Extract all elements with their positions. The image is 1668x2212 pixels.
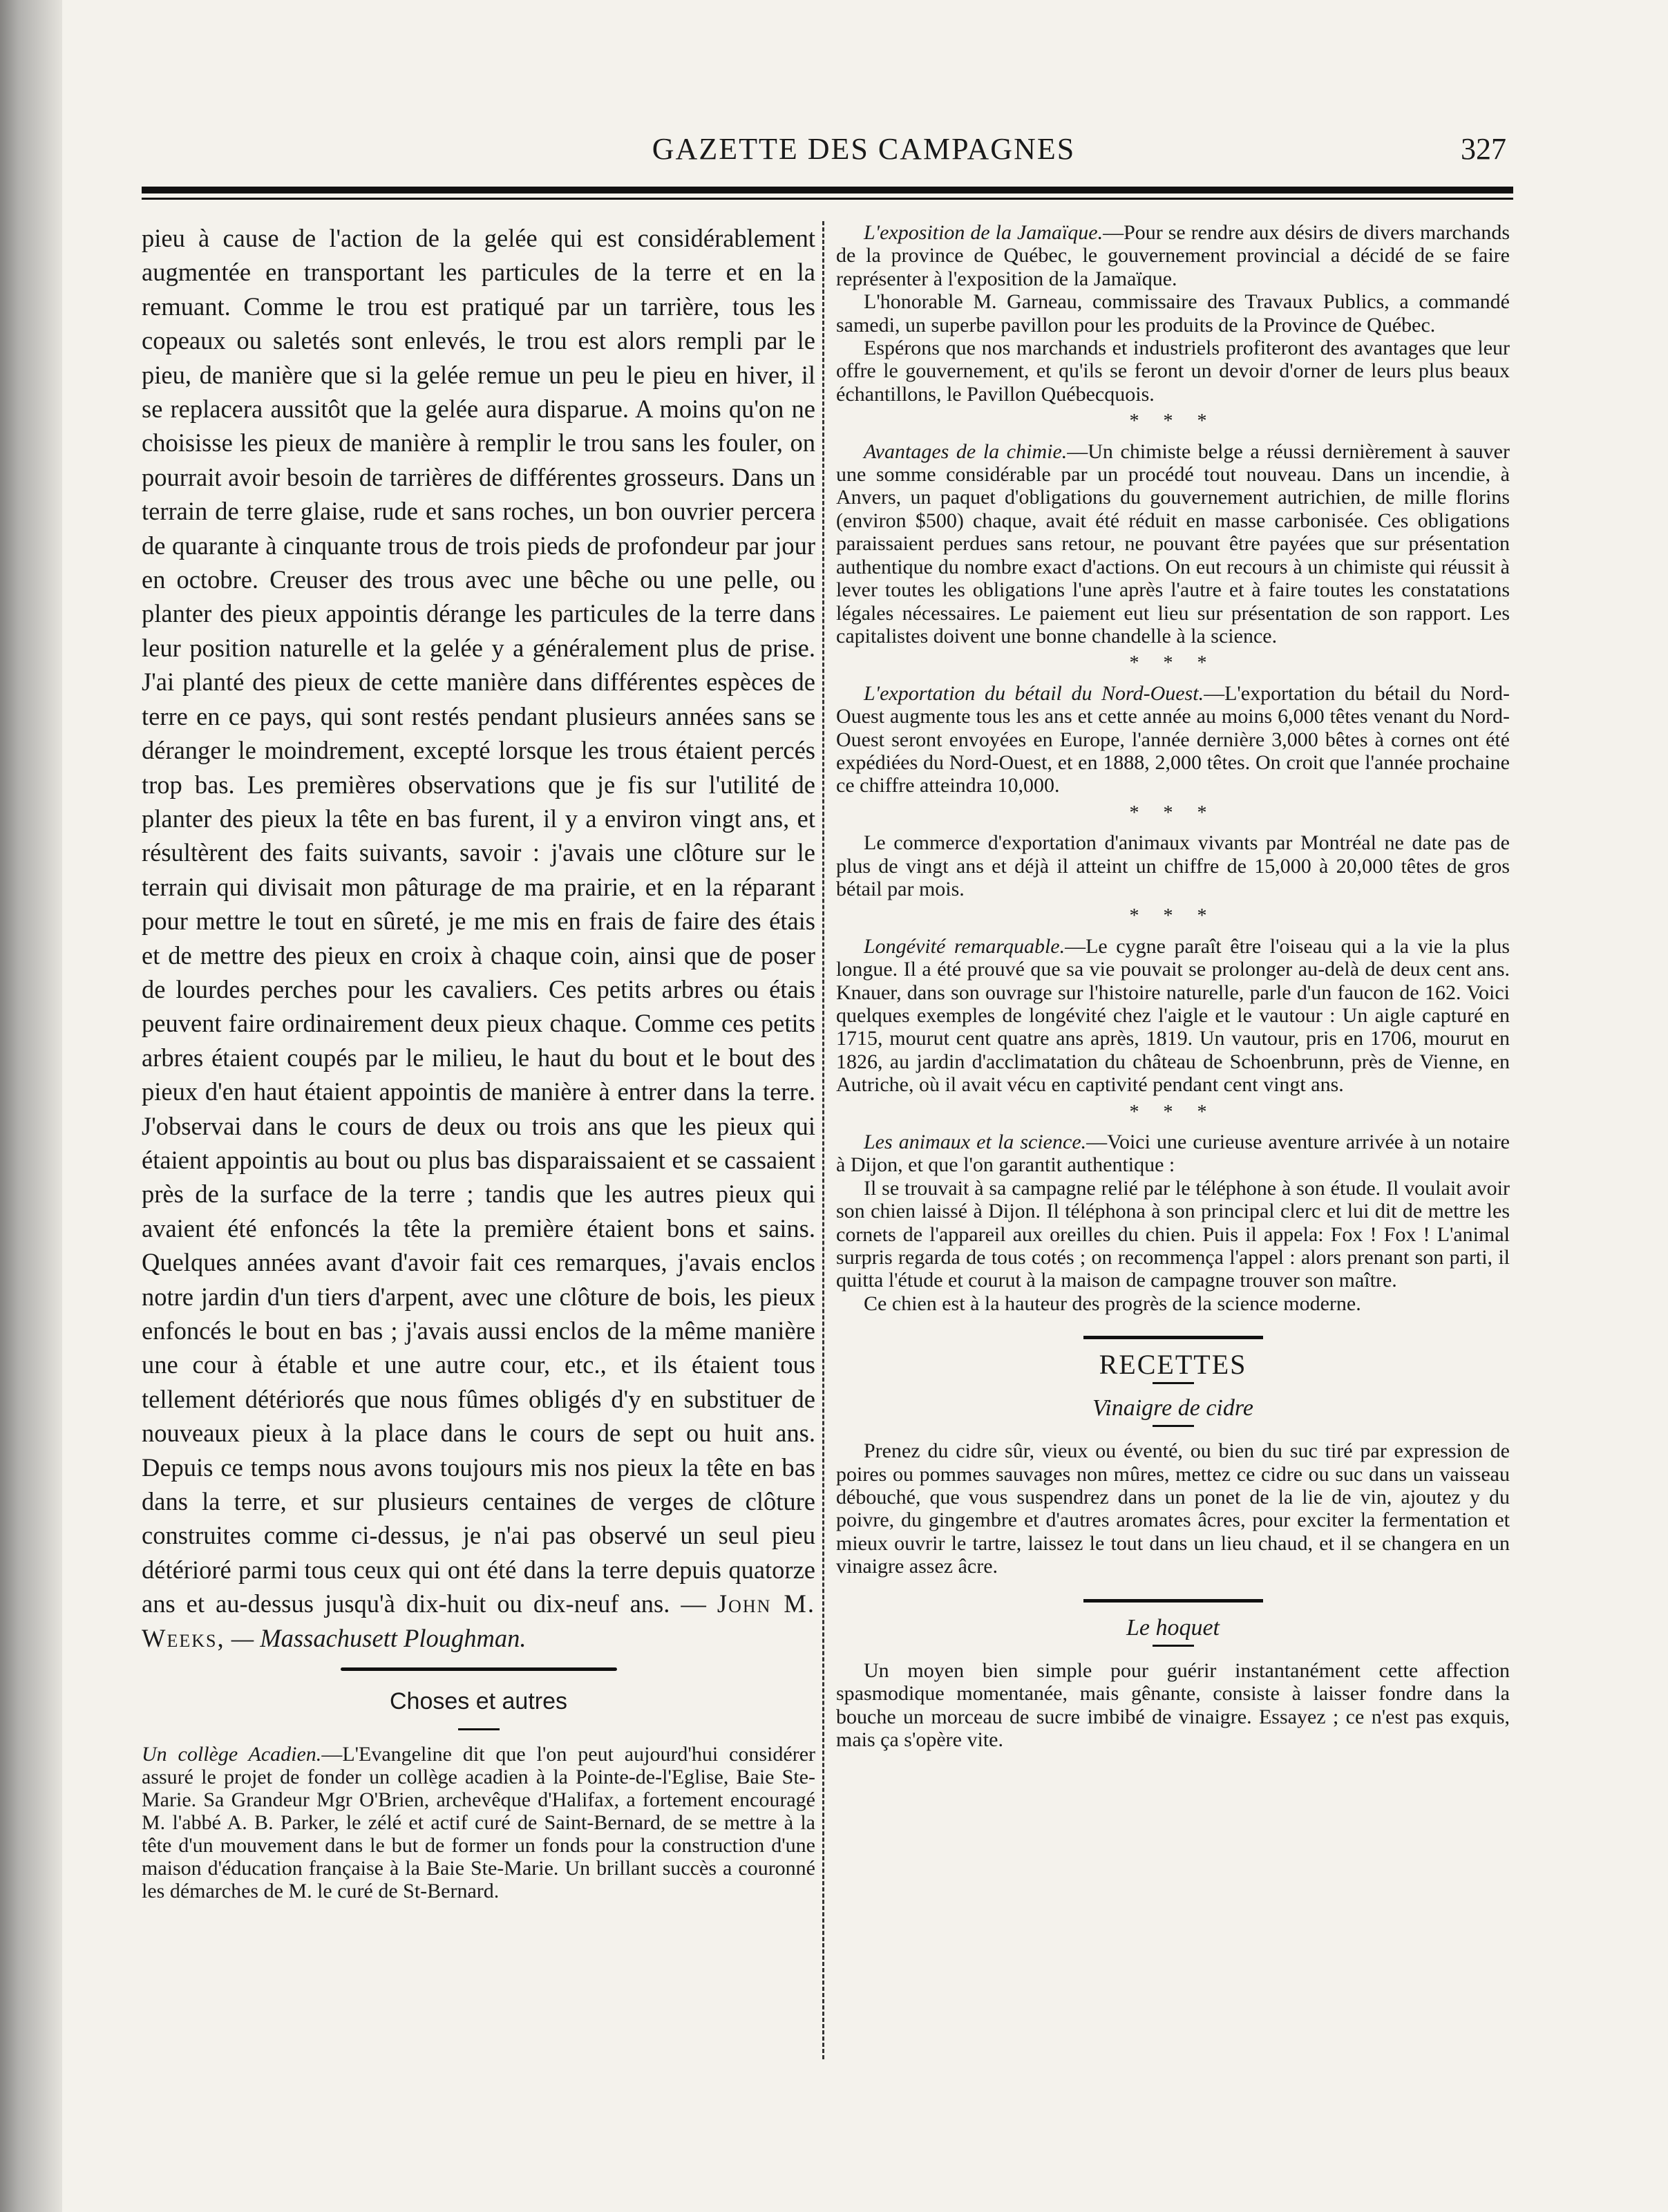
jamaique-text-2: L'honorable M. Garneau, commissaire des Travaux Publics, a commandé samedi, un superbe pavillon pour les produits de la Province de Québec. xyxy=(836,290,1510,337)
animaux-text-3: Ce chien est à la hauteur des progrès de la science moderne. xyxy=(864,1292,1361,1315)
animaux-item xyxy=(836,1131,1510,1177)
chimie-item xyxy=(836,440,1510,648)
college-text: —L'Evangeline dit que l'on peut aujourd'hui considérer assuré le projet de fonder un collège acadien à la Pointe-de-l'Eglise, Baie Ste-Marie. Sa Grandeur Mgr O'Brien, archevêque d'Halifax, a fortement encouragé M. l'abbé A. B. Parker, le zélé et actif curé de Saint-Bernard, de se mettre à la tête d'un mouvement dans le but de former un fonds pour la construction d'une maison d'éducation française à la Baie Ste-Marie. Un brillant succès a couronné les démarches de M. le curé de St-Bernard. xyxy=(142,1743,815,1903)
section-separator xyxy=(1083,1336,1263,1339)
page-edge-shadow xyxy=(0,0,62,2212)
animaux-text-1: —Voici une curieuse aventure arrivée à un notaire à Dijon, et que l'on garantit authentique : xyxy=(836,1131,1510,1177)
commerce-item: Le commerce d'exportation d'animaux vivants par Montréal ne date pas de plus de vingt ans et déjà il atteint un chiffre de 15,000 à 20,000 têtes de gros bétail par mois. xyxy=(836,831,1510,900)
article-source: — Massachusett Ploughman. xyxy=(231,1623,527,1652)
section-separator xyxy=(341,1667,617,1671)
betail-item xyxy=(836,682,1510,797)
article-body: pieu à cause de l'action de la gelée qui est considérablement augmentée en transportant les particules de la terre et en la remuant. Comme le trou est pratiqué par un tarrière, tous les copeaux ou saletés sont enlevés, le trou est alors rempli par le pieu, de manière que si la gelée remue un peu le pieu en hiver, il se replacera aussitôt que la gelée aura disparue. A moins qu'on ne choisisse les pieux de manière à remplir le trou sans les fouler, on pourrait avoir besoin de tarrières de différentes grosseurs. Dans un terrain de terre glaise, rude et sans roches, un bon ouvrier percera de quarante à cinquante trous de trois pieds de profondeur par jour en octobre. Creuser des trous avec une bêche ou une pelle, ou planter des pieux appointis dérange les particules de la terre dans leur position naturelle et la gelée y a généralement plus de prise. J'ai planté des pieux de cette manière dans différentes espèces de terre en ce pays, qui sont restés pendant plusieurs années sans se déranger le moindrement, excepté lorsque les trous étaient percés trop bas. Les premières observations que je fis sur l'utilité de planter des pieux la tête en bas furent, il y a environ vingt ans, et résultèrent des faits suivants, savoir : j'avais une clôture sur le terrain qui divisait mon pâturage de ma prairie, et en la réparant pour mettre le tout en sûreté, je me mis en frais de faire des étais et de mettre des pieux en croix à chaque coin, ainsi que de poser de lourdes perches pour les cavaliers. Ces petits arbres ou étais peuvent faire ordinairement deux pieux chaque. Comme ces petits arbres étaient coupés par le milieu, le haut du bout et le bout des pieux d'en haut étaient appointis de manière à entrer dans la terre. J'observai dans le cours de deux ou trois ans que les pieux qui étaient appointis au bout ou plus bas disparaissaient et se cassaient près de la surface de la terre ; tandis que les autres pieux qui avaient été enfoncés la tête la première étaient bons et sains. Quelques années avant d'avoir fait ces remarques, j'avais enclos notre jardin d'un tiers d'arpent, avec une clôture de bois, les pieux enfoncés le bout en bas ; j'avais aussi enclos de la même manière une cour à étable et une autre cour, etc., et ils étaient tous tellement détériorés que nous fûmes obligés d'y en substituer de nouveaux pieux à la place dans le cours de sept ou huit ans. Depuis ce temps nous avons toujours mis nos pieux la tête en bas dans la terre, et sur plusieurs centaines de verges de clôture construites comme ci-dessus, je n'ai pas observé un seul pieu détérioré parmi tous ceux qui ont été dans la terre depuis quatorze ans et au-dessus jusqu'à dix-huit ou dix-neuf ans. — xyxy=(142,224,815,1618)
page-number: 327 xyxy=(1461,132,1506,166)
jamaique-item xyxy=(836,221,1510,290)
header-rule-thin xyxy=(142,198,1513,200)
animaux-text-2: Il se trouvait à sa campagne relié par le téléphone à son étude. Il voulait avoir son chien laissé à Dijon. Il téléphona à son principal clerc et lui dit de mettre les cornets de l'appareil aux oreilles du chien. Puis il appela: Fox ! Fox ! L'animal surpris regarda de tous cotés ; on recommença l'appel : alors prenant son parti, il quitta l'étude et courut à la maison de campagne trouver son maître. xyxy=(836,1176,1510,1292)
betail-kicker: L'exportation du bétail du Nord-Ouest. xyxy=(864,681,1204,705)
stars-separator: * * * xyxy=(1129,905,1217,927)
stars-separator: * * * xyxy=(1129,410,1217,433)
page-header xyxy=(138,131,1506,180)
vinaigre-text: Prenez du cidre sûr, vieux ou éventé, ou bien du suc tiré par expression de poires ou pommes sauvages non mûres, mettez ce cidre ou suc dans un vaisseau débouché, que vous suspendrez dans un ponet de la lie de vin, ajoutez y du poivre, du gingembre et d'autres aromates âcres, pour exciter la fermentation et mieux ouvrir le tartre, laissez le tout dans un lieu chaud, et il se changera en un vinaigre assez âcre. xyxy=(836,1439,1510,1578)
recipe-title-vinaigre: Vinaigre de cidre xyxy=(1092,1395,1253,1421)
jamaique-kicker: L'exposition de la Jamaïque. xyxy=(864,221,1103,244)
longevite-item xyxy=(836,935,1510,1097)
hoquet-text: Un moyen bien simple pour guérir instantanément cette affection spasmodique momentanée, mais gênante, consiste à laisser fondre dans la bouche un morceau de sucre imbibé de vinaigre. Essayez ; ce n'est pas exquis, mais ça s'opère vite. xyxy=(836,1658,1510,1752)
animaux-kicker: Les animaux et la science. xyxy=(864,1131,1087,1154)
chimie-kicker: Avantages de la chimie. xyxy=(864,439,1068,463)
stars-separator: * * * xyxy=(1129,1101,1217,1123)
recipe-title-hoquet: Le hoquet xyxy=(1126,1614,1220,1641)
small-separator xyxy=(458,1728,500,1730)
college-acadien-item xyxy=(142,1743,815,1902)
section-title-choses-et-autres: Choses et autres xyxy=(389,1688,568,1715)
recipe-separator xyxy=(1083,1599,1263,1603)
jamaique-text-1: —Pour se rendre aux désirs de divers marchands de la province de Québec, le gouvernement provincial a décidé de se faire représenter à l'exposition de la Jamaïque. xyxy=(836,221,1510,290)
header-rule-thick xyxy=(142,187,1513,193)
article-continued-text xyxy=(142,221,815,1655)
article-author: John M. Weeks, xyxy=(142,1589,815,1652)
longevite-kicker: Longévité remarquable. xyxy=(864,934,1065,958)
left-column xyxy=(142,221,815,1902)
section-title-recettes: RECETTES xyxy=(1099,1349,1247,1381)
jamaique-text-3: Espérons que nos marchands et industriels profiteront des avantages que leur offre le gouvernement, et qu'ils se feront un devoir d'orner de leurs plus beaux échantillons, le Pavillon Québecquois. xyxy=(836,337,1510,406)
college-kicker: Un collège Acadien. xyxy=(142,1743,322,1766)
longevite-text: —Le cygne paraît être l'oiseau qui a la vie la plus longue. Il a été prouvé que sa vie pouvait se prolonger au-delà de deux cent ans. Knauer, dans son ouvrage sur l'histoire naturelle, parle d'un faucon de 162. Voici quelques exemples de longévité chez l'aigle et le vautour : Un aigle capturé en 1715, mourut cent quatre ans après, 1819. Un vautour, pris en 1706, mourut en 1826, au jardin d'acclimatation du château de Schoenbrunn, près de Vienne, en Autriche, où il avait vécu en captivité pendant cent vingt ans. xyxy=(836,934,1510,1097)
right-column xyxy=(836,221,1510,1752)
running-title: GAZETTE DES CAMPAGNES xyxy=(652,132,1076,166)
small-separator xyxy=(1153,1645,1194,1647)
chimie-text: —Un chimiste belge a réussi dernièrement à sauver une somme considérable par un procédé tout nouveau. Dans un incendie, à Anvers, un paquet d'obligations du gouvernement autrichien, de mille florins (environ $500) chaque, avait été réduit en masse carbonisée. Ces obligations paraissaient perdues sans retour, ne pouvant être payées que sur présentation authentique du nombre exact d'actions. On eut recours à un chimiste qui réussit à lever toutes les obligations l'une après l'autre et à faire toutes les constatations légales nécessaires. Le paiement eut lieu sur présentation de son rapport. Les capitalistes doivent une bonne chandelle à la science. xyxy=(836,439,1510,647)
stars-separator: * * * xyxy=(1129,802,1217,824)
small-separator xyxy=(1153,1382,1194,1384)
betail-text: —L'exportation du bétail du Nord-Ouest augmente tous les ans et cette année au moins 6,000 têtes venant du Nord-Ouest seront envoyées en Europe, l'année dernière 3,000 bêtes à cornes ont été expédiées du Nord-Ouest, et en 1888, 2,000 têtes. On croit que l'année prochaine ce chiffre atteindra 10,000. xyxy=(836,681,1510,797)
stars-separator: * * * xyxy=(1129,652,1217,674)
small-separator xyxy=(1153,1425,1194,1427)
column-divider xyxy=(822,221,824,2059)
